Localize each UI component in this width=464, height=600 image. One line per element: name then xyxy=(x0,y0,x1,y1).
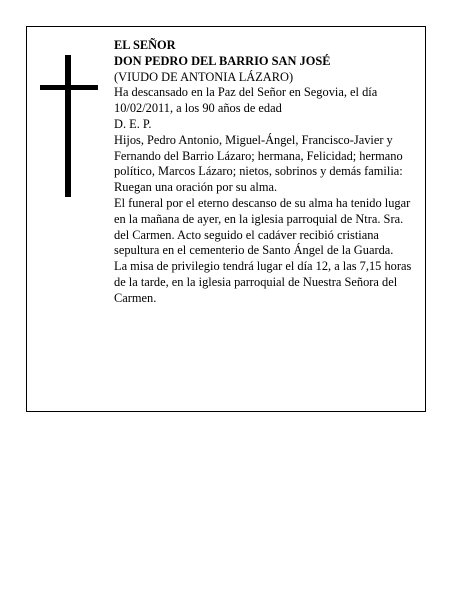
funeral-details: El funeral por el eterno descanso de su alma ha tenido lugar en la mañana de ayer, en la iglesia parroquial de Ntra. Sra. del Carmen. Acto seguido el cadáver recibió cristiana sepultura en el cementerio de Santo Ángel de la Guarda. xyxy=(114,195,411,258)
family-list: Hijos, Pedro Antonio, Miguel-Ángel, Francisco-Javier y Fernando del Barrio Lázaro; hermana, Felicidad; hermano político, Marcos Lázaro; nietos, sobrinos y demás familia: xyxy=(114,132,403,179)
death-announcement: Ha descansado en la Paz del Señor en Segovia, el día 10/02/2011, a los 90 años de edad xyxy=(114,85,378,116)
rest-in-peace: D. E. P. xyxy=(114,116,152,131)
widow-note: (VIUDO DE ANTONIA LÁZARO) xyxy=(114,69,294,84)
cross-icon xyxy=(40,55,98,197)
cross-vertical-bar xyxy=(65,55,71,197)
obituary-text xyxy=(114,38,416,307)
deceased-name: DON PEDRO DEL BARRIO SAN JOSÉ xyxy=(114,53,331,68)
mass-details: La misa de privilegio tendrá lugar el día 12, a las 7,15 horas de la tarde, en la iglesia parroquial de Nuestra Señora del Carmen. xyxy=(114,259,412,305)
cross-horizontal-bar xyxy=(40,85,98,90)
notice-title-line-1: EL SEÑOR xyxy=(114,38,176,52)
prayer-request: Ruegan una oración por su alma. xyxy=(114,180,278,195)
